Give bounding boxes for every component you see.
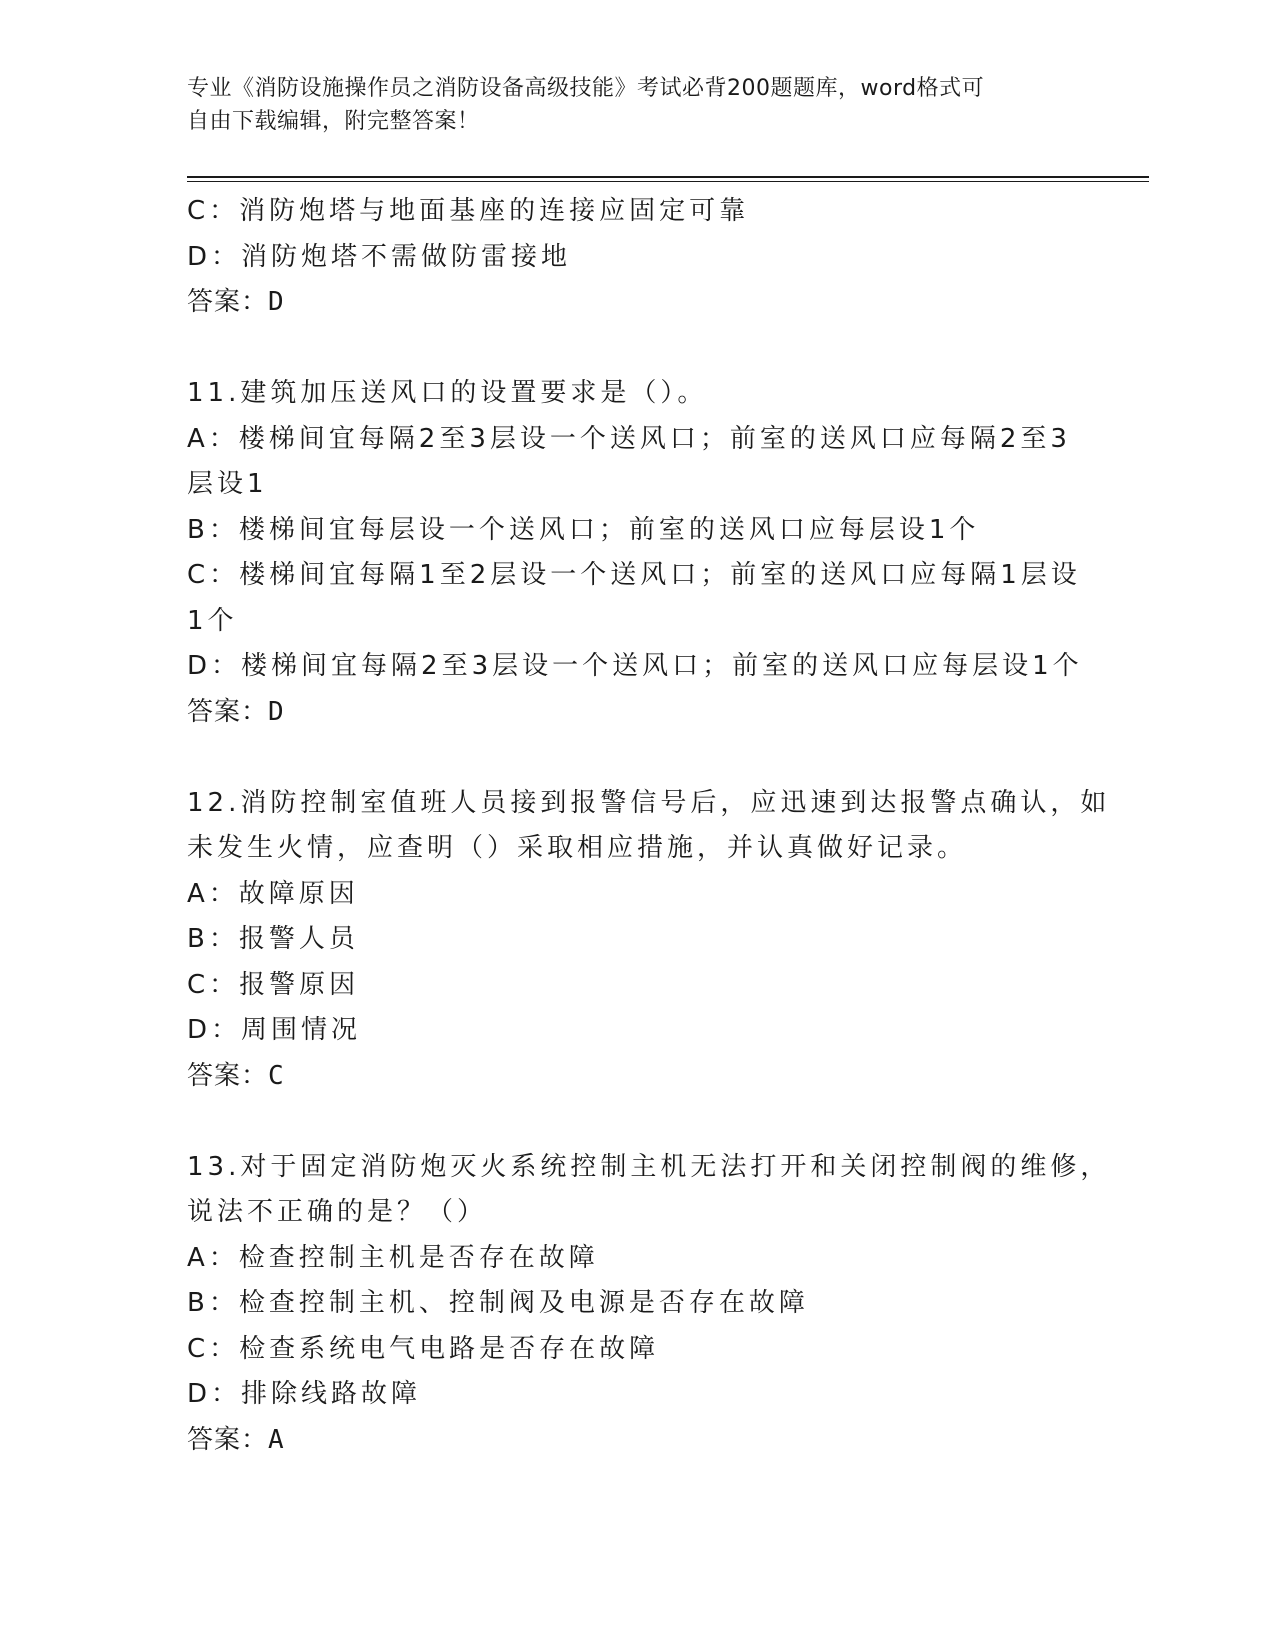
question-block-12 (187, 781, 1111, 1100)
option-a-continuation: 层设1 (187, 469, 268, 499)
option-a: A：楼梯间宜每隔2至3层设一个送风口；前室的送风口应每隔2至3 (187, 423, 1071, 454)
question-stem: 11.建筑加压送风口的设置要求是（）。 (187, 378, 708, 408)
header-divider-thin (187, 181, 1149, 182)
answer-line: 答案：D (187, 287, 285, 317)
question-stem: 12.消防控制室值班人员接到报警信号后，应迅速到达报警点确认，如 (187, 787, 1111, 818)
header-line-2: 自由下载编辑，附完整答案！ (187, 109, 480, 134)
page-header (187, 72, 1067, 138)
answer-line: 答案：A (187, 1424, 285, 1455)
option-a: A：故障原因 (187, 878, 359, 909)
option-c: C：检查系统电气电路是否存在故障 (187, 1333, 660, 1364)
header-divider-thick (187, 176, 1149, 178)
question-stem-continuation: 未发生火情，应查明（）采取相应措施，并认真做好记录。 (187, 833, 968, 863)
option-c: C：报警原因 (187, 969, 360, 1000)
spacer (187, 735, 1087, 781)
question-stem-continuation: 说法不正确的是？（） (187, 1197, 488, 1227)
option-b: B：报警人员 (187, 924, 359, 954)
question-block-prev (187, 189, 1087, 326)
option-a: A：检查控制主机是否存在故障 (187, 1242, 599, 1273)
header-line-1: 专业《消防设施操作员之消防设备高级技能》考试必背200题题库，word格式可 (187, 76, 985, 101)
spacer (187, 1099, 1087, 1145)
option-d: D：周围情况 (187, 1015, 362, 1045)
answer-line: 答案：D (187, 696, 285, 727)
option-c: C：消防炮塔与地面基座的连接应固定可靠 (187, 196, 750, 226)
question-block-13 (187, 1145, 1111, 1464)
question-block-11 (187, 371, 1087, 735)
option-c: C：楼梯间宜每隔1至2层设一个送风口；前室的送风口应每隔1层设 (187, 560, 1081, 590)
option-d: D：楼梯间宜每隔2至3层设一个送风口；前室的送风口应每层设1个 (187, 651, 1083, 681)
option-b: B：楼梯间宜每层设一个送风口；前室的送风口应每层设1个 (187, 514, 980, 545)
option-d: D：消防炮塔不需做防雷接地 (187, 241, 572, 272)
option-c-continuation: 1个 (187, 605, 238, 636)
question-stem: 13.对于固定消防炮灭火系统控制主机无法打开和关闭控制阀的维修， (187, 1151, 1111, 1182)
option-b: B：检查控制主机、控制阀及电源是否存在故障 (187, 1288, 809, 1318)
option-d: D：排除线路故障 (187, 1379, 422, 1409)
question-list (187, 189, 1111, 1463)
answer-line: 答案：C (187, 1060, 285, 1091)
spacer (187, 326, 1087, 372)
